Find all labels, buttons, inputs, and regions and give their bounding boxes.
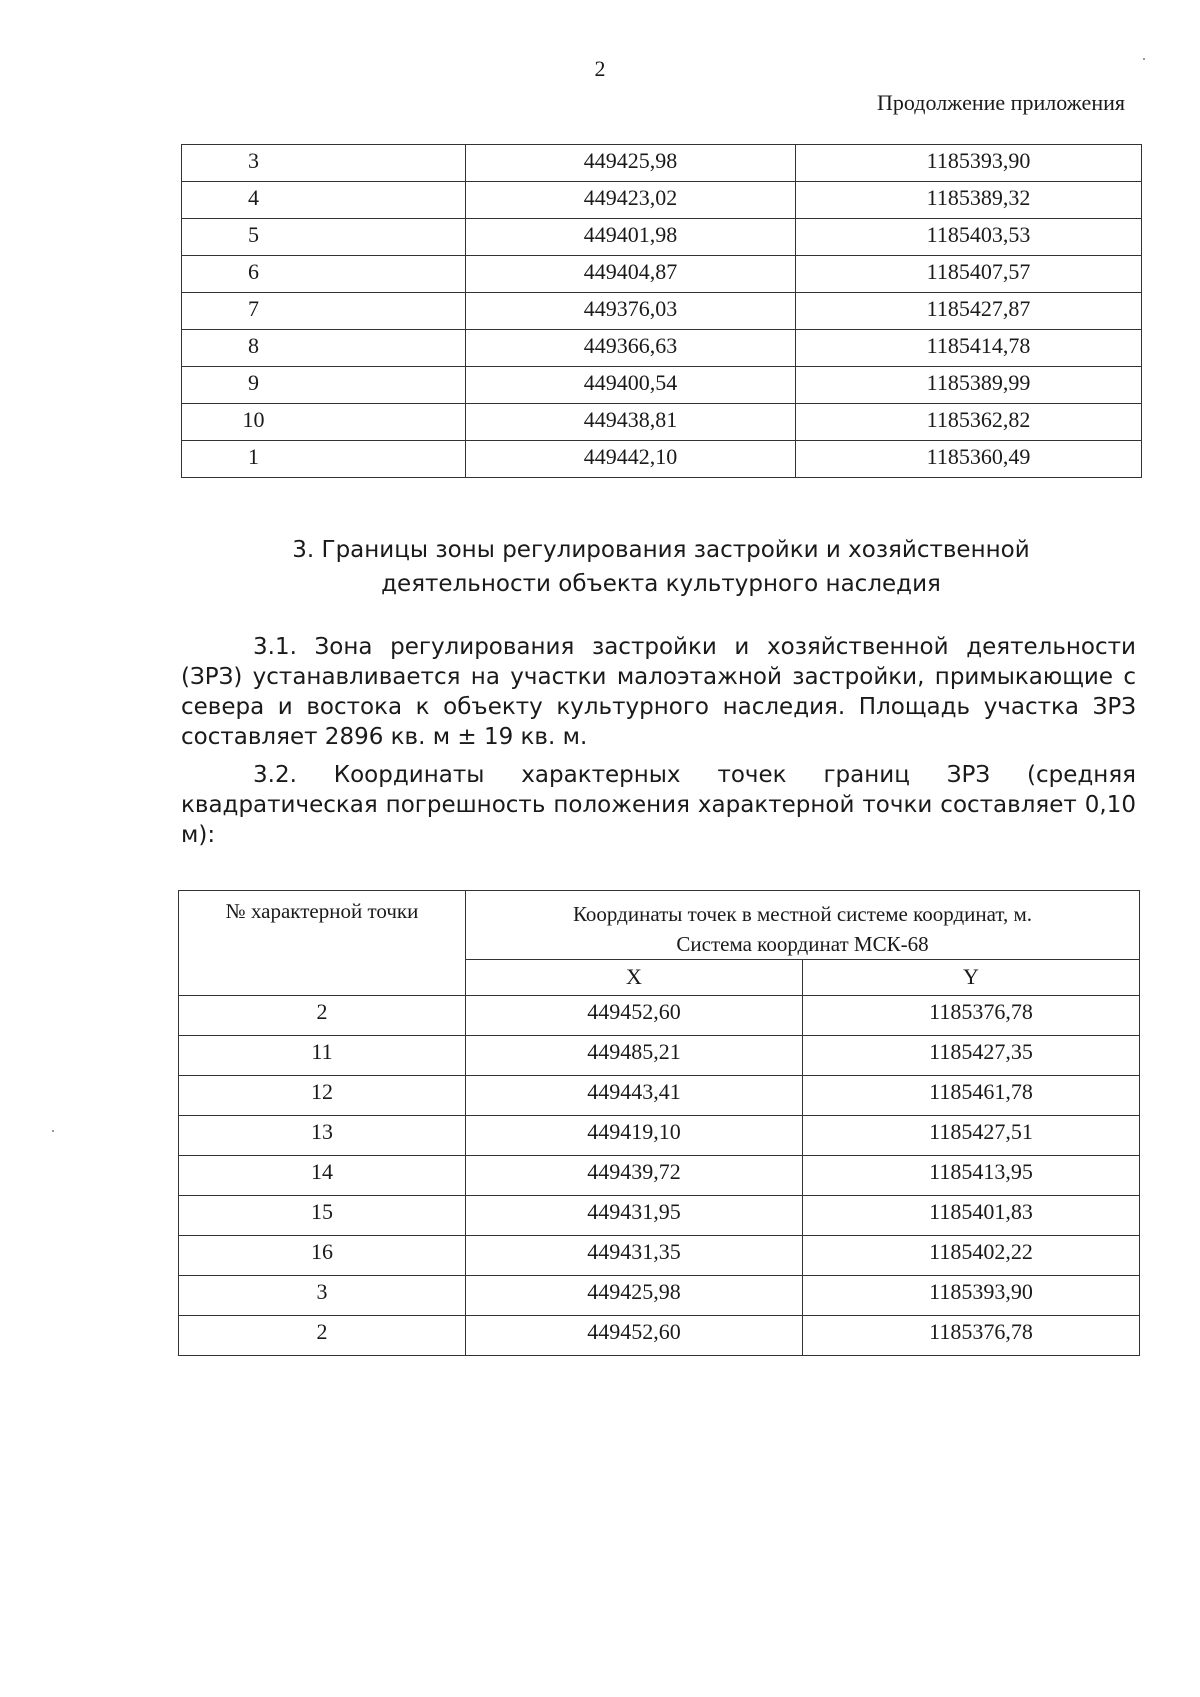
point-number-cell: 5: [182, 219, 466, 256]
point-number-cell: 10: [182, 404, 466, 441]
table-row: [182, 441, 1142, 478]
table-row: [182, 293, 1142, 330]
y-coordinate-cell: 1185461,78: [803, 1076, 1140, 1116]
scan-speck: [1143, 58, 1145, 60]
x-coordinate-cell: 449400,54: [466, 367, 796, 404]
table-row: [179, 1116, 1140, 1156]
coordinates-table-continued: [181, 144, 1142, 478]
y-coordinate-cell: 1185413,95: [803, 1156, 1140, 1196]
section-heading: [181, 533, 1141, 601]
y-coordinate-cell: 1185362,82: [796, 404, 1142, 441]
y-coordinate-cell: 1185389,99: [796, 367, 1142, 404]
y-coordinate-cell: 1185427,51: [803, 1116, 1140, 1156]
y-coordinate-cell: 1185403,53: [796, 219, 1142, 256]
table-row: [179, 1316, 1140, 1356]
table-row: [182, 219, 1142, 256]
point-number-cell: 3: [179, 1276, 466, 1316]
table-row: [179, 1156, 1140, 1196]
point-number-cell: 11: [179, 1036, 466, 1076]
table-row: [179, 1196, 1140, 1236]
continuation-label: Продолжение приложения: [877, 90, 1125, 115]
table-row: [182, 256, 1142, 293]
table2-body: [179, 996, 1140, 1356]
section-heading-line2: деятельности объекта культурного наследия: [381, 571, 941, 597]
x-coordinate-cell: 449485,21: [466, 1036, 803, 1076]
table-row: [182, 330, 1142, 367]
point-number-cell: 2: [179, 1316, 466, 1356]
point-number-cell: 16: [179, 1236, 466, 1276]
x-coordinate-cell: 449452,60: [466, 996, 803, 1036]
table-row: [182, 367, 1142, 404]
point-number-cell: 3: [182, 145, 466, 182]
y-coordinate-cell: 1185376,78: [803, 996, 1140, 1036]
y-coordinate-cell: 1185401,83: [803, 1196, 1140, 1236]
point-number-cell: 6: [182, 256, 466, 293]
x-coordinate-cell: 449425,98: [466, 145, 796, 182]
x-coordinate-cell: 449439,72: [466, 1156, 803, 1196]
x-coordinate-cell: 449431,35: [466, 1236, 803, 1276]
x-coordinate-cell: 449442,10: [466, 441, 796, 478]
table-row: [182, 182, 1142, 219]
y-coordinate-cell: 1185393,90: [803, 1276, 1140, 1316]
header-coordinates-line1: Координаты точек в местной системе координат, м.: [572, 902, 1033, 926]
x-coordinate-cell: 449366,63: [466, 330, 796, 367]
point-number-cell: 2: [179, 996, 466, 1036]
y-coordinate-cell: 1185402,22: [803, 1236, 1140, 1276]
point-number-cell: 9: [182, 367, 466, 404]
header-x: X: [466, 960, 803, 996]
section-heading-line1: 3. Границы зоны регулирования застройки и хозяйственной: [292, 537, 1030, 563]
x-coordinate-cell: 449404,87: [466, 256, 796, 293]
x-coordinate-cell: 449452,60: [466, 1316, 803, 1356]
y-coordinate-cell: 1185389,32: [796, 182, 1142, 219]
paragraph-3-1: 3.1. Зона регулирования застройки и хозяйственной деятельности (ЗРЗ) устанавливается на участки малоэтажной застройки, примыкающие с севера и востока к объекту культурного наследия. Площадь участка ЗРЗ составляет 2896 кв. м ± 19 кв. м.: [181, 634, 1136, 750]
x-coordinate-cell: 449438,81: [466, 404, 796, 441]
x-coordinate-cell: 449443,41: [466, 1076, 803, 1116]
table-row: [179, 996, 1140, 1036]
header-coordinates-line2: Система координат МСК-68: [676, 932, 929, 956]
header-y: Y: [803, 960, 1140, 996]
table-row: [179, 1036, 1140, 1076]
header-point-number: № характерной точки: [179, 891, 466, 996]
point-number-cell: 15: [179, 1196, 466, 1236]
page-number: 2: [594, 56, 606, 81]
table-row: [179, 1236, 1140, 1276]
scan-speck: [52, 1130, 54, 1132]
table-row: [182, 145, 1142, 182]
table1-body: [182, 145, 1142, 478]
zrz-coordinates-table: [178, 890, 1140, 1356]
x-coordinate-cell: 449425,98: [466, 1276, 803, 1316]
y-coordinate-cell: 1185407,57: [796, 256, 1142, 293]
point-number-cell: 7: [182, 293, 466, 330]
x-coordinate-cell: 449419,10: [466, 1116, 803, 1156]
table-row: [182, 404, 1142, 441]
table2-header: [179, 891, 1140, 996]
y-coordinate-cell: 1185427,87: [796, 293, 1142, 330]
paragraph-3-2: 3.2. Координаты характерных точек границ ЗРЗ (средняя квадратическая погрешность положения характерной точки составляет 0,10 м):: [181, 762, 1136, 848]
y-coordinate-cell: 1185393,90: [796, 145, 1142, 182]
point-number-cell: 4: [182, 182, 466, 219]
point-number-cell: 8: [182, 330, 466, 367]
point-number-cell: 13: [179, 1116, 466, 1156]
point-number-cell: 12: [179, 1076, 466, 1116]
y-coordinate-cell: 1185427,35: [803, 1036, 1140, 1076]
point-number-cell: 1: [182, 441, 466, 478]
y-coordinate-cell: 1185376,78: [803, 1316, 1140, 1356]
header-coordinates: [466, 891, 1140, 960]
x-coordinate-cell: 449423,02: [466, 182, 796, 219]
y-coordinate-cell: 1185360,49: [796, 441, 1142, 478]
table-row: [179, 1276, 1140, 1316]
x-coordinate-cell: 449401,98: [466, 219, 796, 256]
x-coordinate-cell: 449376,03: [466, 293, 796, 330]
x-coordinate-cell: 449431,95: [466, 1196, 803, 1236]
table-row: [179, 1076, 1140, 1116]
y-coordinate-cell: 1185414,78: [796, 330, 1142, 367]
point-number-cell: 14: [179, 1156, 466, 1196]
